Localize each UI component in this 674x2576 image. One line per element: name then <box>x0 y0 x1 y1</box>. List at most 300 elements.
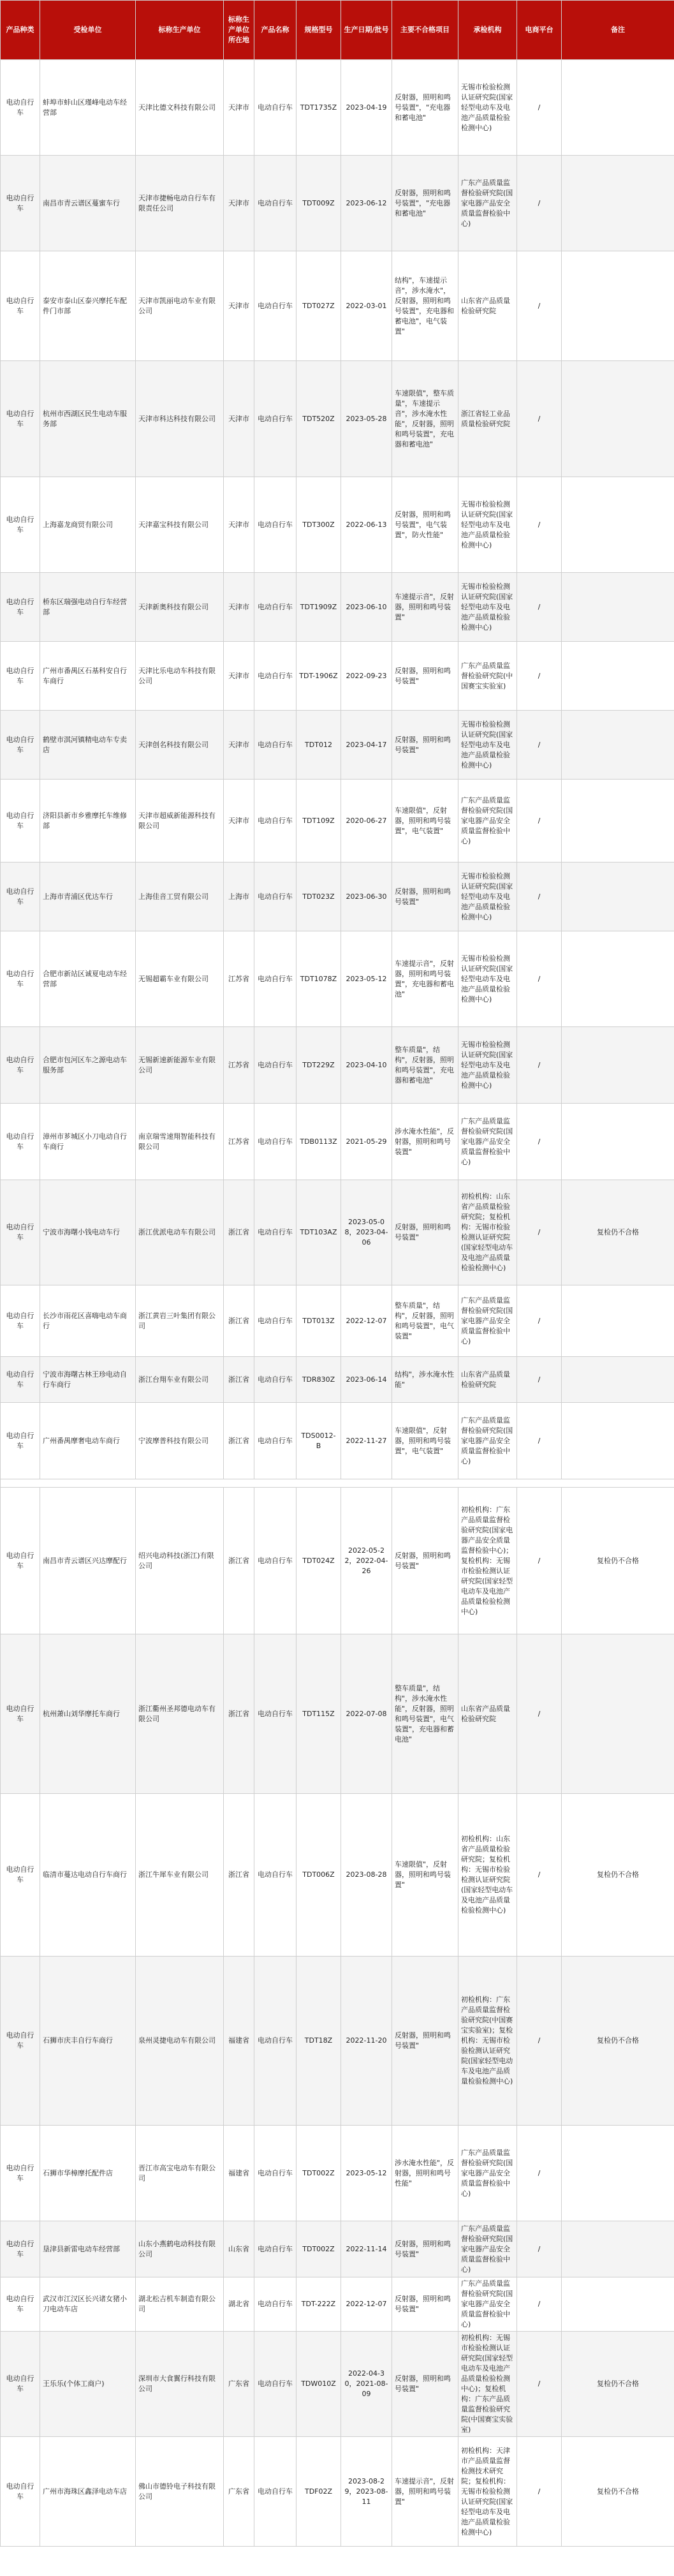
model-cell: TDT023Z <box>297 862 341 931</box>
category-cell: 电动自行车 <box>1 1104 40 1180</box>
date-cell: 2022-04-30，2021-08-09 <box>341 2332 392 2437</box>
note-cell <box>562 2277 674 2332</box>
inspected-unit-cell: 泰安市泰山区泰兴摩托车配件门市部 <box>40 251 136 361</box>
col-header-lab: 承检机构 <box>458 1 517 60</box>
model-cell: TDT229Z <box>297 1027 341 1104</box>
location-cell: 天津市 <box>224 780 254 862</box>
model-cell: TDT013Z <box>297 1285 341 1357</box>
note-cell <box>562 251 674 361</box>
inspected-unit-cell: 石狮市庆丰自行车商行 <box>40 1957 136 2126</box>
table-row <box>1 251 674 361</box>
inspected-unit-cell: 上海嘉龙商贸有限公司 <box>40 477 136 573</box>
product-name-cell: 电动自行车 <box>254 156 297 251</box>
model-cell: TDT300Z <box>297 477 341 573</box>
model-cell: TDT1909Z <box>297 573 341 642</box>
failed-items-cell: 车速限值"，反射器，照明和鸣号装置" <box>392 1794 458 1957</box>
model-cell: TDS0012-B <box>297 1403 341 1479</box>
location-cell: 天津市 <box>224 251 254 361</box>
category-cell: 电动自行车 <box>1 1180 40 1285</box>
model-cell: TDT520Z <box>297 361 341 477</box>
table-row <box>1 2277 674 2332</box>
failed-items-cell: 车速提示音"，反射器，照明和鸣号装置" <box>392 573 458 642</box>
failed-items-cell: 反射器，照明和鸣号装置" <box>392 862 458 931</box>
note-cell <box>562 711 674 780</box>
lab-cell: 无锡市检验检测认证研究院(国家轻型电动车及电池产品质量检验检测中心) <box>458 711 517 780</box>
table-row <box>1 642 674 711</box>
model-cell: TDB0113Z <box>297 1104 341 1180</box>
lab-cell: 初检机构：广东产品质量监督检验研究院(中国赛宝实验室)；复检机构：无锡市检验检测认证研究院(国家轻型电动车及电池产品质量检验检测中心) <box>458 1957 517 2126</box>
platform-cell: / <box>517 1488 562 1634</box>
failed-items-cell: 反射器，照明和鸣号装置" <box>392 1180 458 1285</box>
platform-cell: / <box>517 477 562 573</box>
category-cell: 电动自行车 <box>1 1027 40 1104</box>
failed-items-cell: 结构"，涉水淹水性能" <box>392 1357 458 1403</box>
location-cell: 浙江省 <box>224 1488 254 1634</box>
model-cell: TDT006Z <box>297 1794 341 1957</box>
failed-items-cell: 车速限值"，整车质量"，车速提示音"，涉水淹水性能"，反射器，照明和鸣号装置"，充电器和蓄电池" <box>392 361 458 477</box>
inspected-unit-cell: 合肥市包河区车之源电动车服务部 <box>40 1027 136 1104</box>
product-name-cell: 电动自行车 <box>254 1488 297 1634</box>
model-cell: TDT027Z <box>297 251 341 361</box>
location-cell: 浙江省 <box>224 1285 254 1357</box>
platform-cell: / <box>517 1957 562 2126</box>
header-row <box>1 1 674 60</box>
model-cell: TDT1735Z <box>297 60 341 156</box>
note-cell <box>562 1357 674 1403</box>
manufacturer-cell: 泉州灵捷电动车有限公司 <box>136 1957 224 2126</box>
platform-cell: / <box>517 1357 562 1403</box>
product-name-cell: 电动自行车 <box>254 2332 297 2437</box>
category-cell: 电动自行车 <box>1 711 40 780</box>
table-body <box>1 60 674 2547</box>
platform-cell: / <box>517 1794 562 1957</box>
inspected-unit-cell: 南昌市青云谱区蔓蜜车行 <box>40 156 136 251</box>
category-cell: 电动自行车 <box>1 2277 40 2332</box>
lab-cell: 山东省产品质量检验研究院 <box>458 251 517 361</box>
platform-cell: / <box>517 1027 562 1104</box>
platform-cell: / <box>517 2277 562 2332</box>
inspected-unit-cell: 临清市蔓达电动自行车商行 <box>40 1794 136 1957</box>
date-cell: 2021-05-29 <box>341 1104 392 1180</box>
lab-cell: 初检机构：无锡市检验检测认证研究院(国家轻型电动车及电池产品质量检验检测中心)；复检机构：广东产品质量监督检验研究院(中国赛宝实验室) <box>458 2332 517 2437</box>
product-name-cell: 电动自行车 <box>254 60 297 156</box>
table-row <box>1 1634 674 1794</box>
inspected-unit-cell: 漳州市芗城区小刀电动自行车商行 <box>40 1104 136 1180</box>
note-cell: 复检仍不合格 <box>562 2437 674 2547</box>
note-cell <box>562 2221 674 2277</box>
failed-items-cell: 反射器，照明和鸣号装置"，电气装置"，防火性能" <box>392 477 458 573</box>
product-name-cell: 电动自行车 <box>254 642 297 711</box>
product-name-cell: 电动自行车 <box>254 361 297 477</box>
product-name-cell: 电动自行车 <box>254 1285 297 1357</box>
table-row <box>1 573 674 642</box>
failed-items-cell: 反射器，照明和鸣号装置" <box>392 2221 458 2277</box>
category-cell: 电动自行车 <box>1 477 40 573</box>
note-cell <box>562 573 674 642</box>
model-cell: TDT024Z <box>297 1488 341 1634</box>
platform-cell: / <box>517 862 562 931</box>
category-cell: 电动自行车 <box>1 573 40 642</box>
location-cell: 天津市 <box>224 477 254 573</box>
model-cell: TDT009Z <box>297 156 341 251</box>
date-cell: 2022-09-23 <box>341 642 392 711</box>
table-row <box>1 1357 674 1403</box>
model-cell: TDT-1906Z <box>297 642 341 711</box>
lab-cell: 广东产品质量监督检验研究院(国家电器产品安全质量监督检验中心) <box>458 1403 517 1479</box>
model-cell: TDT-222Z <box>297 2277 341 2332</box>
location-cell: 江苏省 <box>224 1104 254 1180</box>
date-cell: 2023-05-08，2023-04-06 <box>341 1180 392 1285</box>
date-cell: 2020-06-27 <box>341 780 392 862</box>
note-cell <box>562 1104 674 1180</box>
product-name-cell: 电动自行车 <box>254 2277 297 2332</box>
category-cell: 电动自行车 <box>1 1357 40 1403</box>
platform-cell: / <box>517 642 562 711</box>
note-cell <box>562 1027 674 1104</box>
col-header-failed-items: 主要不合格项目 <box>392 1 458 60</box>
model-cell: TDT109Z <box>297 780 341 862</box>
table-row <box>1 1180 674 1285</box>
lab-cell: 广东产品质量监督检验研究院(国家电器产品安全质量监督检验中心) <box>458 2221 517 2277</box>
product-name-cell: 电动自行车 <box>254 931 297 1027</box>
product-name-cell: 电动自行车 <box>254 1027 297 1104</box>
date-cell: 2022-11-20 <box>341 1957 392 2126</box>
lab-cell: 广东产品质量监督检验研究院(国家电器产品安全质量监督检验中心) <box>458 780 517 862</box>
location-cell: 天津市 <box>224 361 254 477</box>
table-row <box>1 1957 674 2126</box>
platform-cell: / <box>517 573 562 642</box>
failed-items-cell: 车速提示音"，反射器，照明和鸣号装置" <box>392 2437 458 2547</box>
date-cell: 2023-05-28 <box>341 361 392 477</box>
location-cell: 浙江省 <box>224 1180 254 1285</box>
note-cell <box>562 156 674 251</box>
lab-cell: 无锡市检验检测认证研究院(国家轻型电动车及电池产品质量检验检测中心) <box>458 477 517 573</box>
platform-cell: / <box>517 2126 562 2221</box>
manufacturer-cell: 湖北松吉机车制造有限公司 <box>136 2277 224 2332</box>
location-cell: 天津市 <box>224 156 254 251</box>
date-cell: 2022-06-13 <box>341 477 392 573</box>
table-row <box>1 2126 674 2221</box>
category-cell: 电动自行车 <box>1 1957 40 2126</box>
col-header-location: 标称生产单位所在地 <box>224 1 254 60</box>
note-cell <box>562 931 674 1027</box>
platform-cell: / <box>517 780 562 862</box>
model-cell: TDW010Z <box>297 2332 341 2437</box>
date-cell: 2022-11-14 <box>341 2221 392 2277</box>
date-cell: 2023-04-17 <box>341 711 392 780</box>
inspected-unit-cell: 杭州萧山刘华摩托车商行 <box>40 1634 136 1794</box>
product-name-cell: 电动自行车 <box>254 477 297 573</box>
manufacturer-cell: 浙江台翔车业有限公司 <box>136 1357 224 1403</box>
date-cell: 2023-06-10 <box>341 573 392 642</box>
product-name-cell: 电动自行车 <box>254 1957 297 2126</box>
table-row <box>1 60 674 156</box>
model-cell: TDT103AZ <box>297 1180 341 1285</box>
lab-cell: 广东产品质量监督检验研究院(国家电器产品安全质量监督检验中心) <box>458 1104 517 1180</box>
manufacturer-cell: 天津市超威新能源科技有限公司 <box>136 780 224 862</box>
table-row <box>1 1285 674 1357</box>
category-cell: 电动自行车 <box>1 1634 40 1794</box>
failed-items-cell: 整车质量"，结构"，反射器，照明和鸣号装置"，充电器和蓄电池" <box>392 1027 458 1104</box>
location-cell: 福建省 <box>224 2126 254 2221</box>
failed-items-cell: 反射器，照明和鸣号装置" <box>392 2332 458 2437</box>
failed-items-cell: 结构"，车速提示音"，涉水淹水"，反射器，照明和鸣号装置"，充电器和蓄电池"，电气装置" <box>392 251 458 361</box>
product-name-cell: 电动自行车 <box>254 2126 297 2221</box>
date-cell: 2023-05-12 <box>341 2126 392 2221</box>
location-cell: 天津市 <box>224 573 254 642</box>
failed-items-cell: 反射器，照明和鸣号装置"，"充电器和蓄电池" <box>392 60 458 156</box>
note-cell <box>562 1285 674 1357</box>
date-cell: 2023-06-12 <box>341 156 392 251</box>
manufacturer-cell: 天津市捷畅电动自行车有限责任公司 <box>136 156 224 251</box>
inspected-unit-cell: 南昌市青云谱区兴达摩配行 <box>40 1488 136 1634</box>
table-row <box>1 1794 674 1957</box>
date-cell: 2023-04-10 <box>341 1027 392 1104</box>
product-name-cell: 电动自行车 <box>254 1403 297 1479</box>
failed-items-cell: 反射器，照明和鸣号装置" <box>392 642 458 711</box>
category-cell: 电动自行车 <box>1 1794 40 1957</box>
note-cell: 复检仍不合格 <box>562 1794 674 1957</box>
failed-items-cell: 反射器，照明和鸣号装置" <box>392 711 458 780</box>
location-cell: 广东省 <box>224 2437 254 2547</box>
table-row <box>1 2437 674 2547</box>
note-cell <box>562 1634 674 1794</box>
inspected-unit-cell: 石狮市华樟摩托配件店 <box>40 2126 136 2221</box>
platform-cell: / <box>517 251 562 361</box>
failed-items-cell: 反射器，照明和鸣号装置" <box>392 1957 458 2126</box>
category-cell: 电动自行车 <box>1 642 40 711</box>
inspected-unit-cell: 垦津县新雷电动车经营部 <box>40 2221 136 2277</box>
product-name-cell: 电动自行车 <box>254 1794 297 1957</box>
lab-cell: 初检机构：山东省产品质量检验研究院；复检机构：无锡市检验检测认证研究院(国家轻型电动车及电池产品质量检验检测中心) <box>458 1180 517 1285</box>
lab-cell: 初检机构：广东产品质量监督检验研究院(国家电器产品安全质量监督检验中心)；复检机构：无锡市检验检测认证研究院(国家轻型电动车及电池产品质量检验检测中心) <box>458 1488 517 1634</box>
manufacturer-cell: 浙江牛犀车业有限公司 <box>136 1794 224 1957</box>
location-cell: 山东省 <box>224 2221 254 2277</box>
lab-cell: 广东产品质量监督检验研究院(国家电器产品安全质量监督检验中心) <box>458 1285 517 1357</box>
category-cell: 电动自行车 <box>1 1488 40 1634</box>
platform-cell: / <box>517 1285 562 1357</box>
table-row <box>1 1027 674 1104</box>
lab-cell: 广东产品质量监督检验研究院(国家电器产品安全质量监督检验中心) <box>458 156 517 251</box>
manufacturer-cell: 天津市凯丽电动车业有限公司 <box>136 251 224 361</box>
category-cell: 电动自行车 <box>1 862 40 931</box>
note-cell <box>562 1403 674 1479</box>
platform-cell: / <box>517 156 562 251</box>
note-cell <box>562 780 674 862</box>
model-cell: TDT012 <box>297 711 341 780</box>
table-row <box>1 1403 674 1479</box>
model-cell: TDF02Z <box>297 2437 341 2547</box>
lab-cell: 无锡市检验检测认证研究院(国家轻型电动车及电池产品质量检验检测中心) <box>458 60 517 156</box>
note-cell <box>562 862 674 931</box>
manufacturer-cell: 天津比乐电动车科技有限公司 <box>136 642 224 711</box>
location-cell: 湖北省 <box>224 2277 254 2332</box>
product-name-cell: 电动自行车 <box>254 862 297 931</box>
inspected-unit-cell: 杭州市西湖区民生电动车服务部 <box>40 361 136 477</box>
failed-items-cell: 涉水淹水性能"，反射器，照明和鸣号装置" <box>392 1104 458 1180</box>
inspected-unit-cell: 广州市番禺区石基科安自行车商行 <box>40 642 136 711</box>
failed-items-cell: 反射器，照明和鸣号装置"，"充电器和蓄电池" <box>392 156 458 251</box>
platform-cell: / <box>517 1180 562 1285</box>
location-cell: 浙江省 <box>224 1634 254 1794</box>
table-row <box>1 2332 674 2437</box>
inspected-unit-cell: 蚌埠市蚌山区瑾峰电动车经营部 <box>40 60 136 156</box>
category-cell: 电动自行车 <box>1 1285 40 1357</box>
platform-cell: / <box>517 361 562 477</box>
model-cell: TDT002Z <box>297 2126 341 2221</box>
date-cell: 2023-04-19 <box>341 60 392 156</box>
table-row <box>1 2221 674 2277</box>
failed-items-cell: 整车质量"，结构"，反射器，照明和鸣号装置"，电气装置" <box>392 1285 458 1357</box>
failed-items-cell: 反射器，照明和鸣号装置" <box>392 1488 458 1634</box>
lab-cell: 广东产品质量监督检验研究院(国家电器产品安全质量监督检验中心) <box>458 2277 517 2332</box>
lab-cell: 广东产品质量监督检验研究院(国家电器产品安全质量监督检验中心) <box>458 2126 517 2221</box>
date-cell: 2022-12-07 <box>341 2277 392 2332</box>
col-header-product-name: 产品名称 <box>254 1 297 60</box>
location-cell: 广东省 <box>224 2332 254 2437</box>
platform-cell: / <box>517 2221 562 2277</box>
lab-cell: 广东产品质量监督检验研究院(中国赛宝实验室) <box>458 642 517 711</box>
col-header-inspected-unit: 受检单位 <box>40 1 136 60</box>
manufacturer-cell: 宁波摩普科技有限公司 <box>136 1403 224 1479</box>
location-cell: 江苏省 <box>224 931 254 1027</box>
model-cell: TDT1078Z <box>297 931 341 1027</box>
lab-cell: 无锡市检验检测认证研究院(国家轻型电动车及电池产品质量检验检测中心) <box>458 573 517 642</box>
inspected-unit-cell: 宁波市海曙古林王珍电动自行车商行 <box>40 1357 136 1403</box>
manufacturer-cell: 浙江黄岩三叶集团有限公司 <box>136 1285 224 1357</box>
model-cell: TDT002Z <box>297 2221 341 2277</box>
inspected-unit-cell: 宁波市海曙小钱电动车行 <box>40 1180 136 1285</box>
manufacturer-cell: 深圳市大食翼行科技有限公司 <box>136 2332 224 2437</box>
date-cell: 2023-08-28 <box>341 1794 392 1957</box>
product-name-cell: 电动自行车 <box>254 711 297 780</box>
manufacturer-cell: 绍兴电动科技(浙江)有限公司 <box>136 1488 224 1634</box>
manufacturer-cell: 无锡新速新能源车业有限公司 <box>136 1027 224 1104</box>
location-cell: 浙江省 <box>224 1794 254 1957</box>
category-cell: 电动自行车 <box>1 361 40 477</box>
manufacturer-cell: 天津嘉宝科技有限公司 <box>136 477 224 573</box>
product-name-cell: 电动自行车 <box>254 1180 297 1285</box>
failed-items-cell: 涉水淹水性能"，反射器，照明和鸣号性能" <box>392 2126 458 2221</box>
platform-cell: / <box>517 711 562 780</box>
date-cell: 2022-05-22，2022-04-26 <box>341 1488 392 1634</box>
table-row <box>1 862 674 931</box>
inspected-unit-cell: 广州番禺摩奢电动车商行 <box>40 1403 136 1479</box>
date-cell: 2022-07-08 <box>341 1634 392 1794</box>
category-cell: 电动自行车 <box>1 1403 40 1479</box>
manufacturer-cell: 佛山市德铃电子科技有限公司 <box>136 2437 224 2547</box>
note-cell <box>562 477 674 573</box>
platform-cell: / <box>517 1104 562 1180</box>
platform-cell: / <box>517 2332 562 2437</box>
lab-cell: 浙江省轻工业品质量检验研究院 <box>458 361 517 477</box>
model-cell: TDR830Z <box>297 1357 341 1403</box>
date-cell: 2022-11-27 <box>341 1403 392 1479</box>
note-cell <box>562 642 674 711</box>
category-cell: 电动自行车 <box>1 2437 40 2547</box>
failed-items-cell: 车速提示音"，反射器，照明和鸣号装置"，充电器和蓄电池" <box>392 931 458 1027</box>
inspected-unit-cell: 王乐乐(个体工商户) <box>40 2332 136 2437</box>
manufacturer-cell: 上海佳音工贸有限公司 <box>136 862 224 931</box>
manufacturer-cell: 南京瑞雪速翔智能科技有限公司 <box>136 1104 224 1180</box>
product-name-cell: 电动自行车 <box>254 573 297 642</box>
lab-cell: 无锡市检验检测认证研究院(国家轻型电动车及电池产品质量检验检测中心) <box>458 931 517 1027</box>
manufacturer-cell: 天津新奥科技有限公司 <box>136 573 224 642</box>
date-cell: 2023-06-30 <box>341 862 392 931</box>
lab-cell: 初检机构：天津市产品质量监督检测技术研究院；复检机构：无锡市检验检测认证研究院(国家轻型电动车及电池产品质量检验检测中心) <box>458 2437 517 2547</box>
category-cell: 电动自行车 <box>1 2332 40 2437</box>
inspected-unit-cell: 桥东区瑞强电动自行车经营部 <box>40 573 136 642</box>
note-cell: 复检仍不合格 <box>562 2332 674 2437</box>
model-cell: TDT18Z <box>297 1957 341 2126</box>
category-cell: 电动自行车 <box>1 60 40 156</box>
col-header-date: 生产日期/批号 <box>341 1 392 60</box>
product-name-cell: 电动自行车 <box>254 2437 297 2547</box>
failed-items-cell: 车速限值"，反射器，照明和鸣号装置"，电气装置" <box>392 1403 458 1479</box>
date-cell: 2022-12-07 <box>341 1285 392 1357</box>
note-cell <box>562 60 674 156</box>
product-name-cell: 电动自行车 <box>254 1104 297 1180</box>
category-cell: 电动自行车 <box>1 931 40 1027</box>
note-cell: 复检仍不合格 <box>562 1180 674 1285</box>
manufacturer-cell: 浙江优派电动车有限公司 <box>136 1180 224 1285</box>
location-cell: 天津市 <box>224 642 254 711</box>
category-cell: 电动自行车 <box>1 2126 40 2221</box>
category-cell: 电动自行车 <box>1 156 40 251</box>
note-cell <box>562 361 674 477</box>
manufacturer-cell: 天津比德文科技有限公司 <box>136 60 224 156</box>
location-cell: 浙江省 <box>224 1403 254 1479</box>
location-cell: 江苏省 <box>224 1027 254 1104</box>
inspected-unit-cell: 长沙市雨花区喜嗨电动车商行 <box>40 1285 136 1357</box>
date-cell: 2023-06-14 <box>341 1357 392 1403</box>
date-cell: 2023-05-12 <box>341 931 392 1027</box>
location-cell: 浙江省 <box>224 1357 254 1403</box>
failed-items-cell: 整车质量"，结构"，涉水淹水性能"，反射器，照明和鸣号装置"，电气装置"，充电器和蓄电池" <box>392 1634 458 1794</box>
inspected-unit-cell: 合肥市新站区诚夏电动车经营部 <box>40 931 136 1027</box>
manufacturer-cell: 晋江市高宝电动车有限公司 <box>136 2126 224 2221</box>
date-cell: 2023-08-29，2023-08-11 <box>341 2437 392 2547</box>
inspected-unit-cell: 广州市海珠区鑫泽电动车店 <box>40 2437 136 2547</box>
category-cell: 电动自行车 <box>1 2221 40 2277</box>
note-cell <box>562 2126 674 2221</box>
note-cell: 复检仍不合格 <box>562 1957 674 2126</box>
col-header-manufacturer: 标称生产单位 <box>136 1 224 60</box>
table-row <box>1 931 674 1027</box>
lab-cell: 无锡市检验检测认证研究院(国家轻型电动车及电池产品质量检验检测中心) <box>458 862 517 931</box>
lab-cell: 初检机构：山东省产品质量检验研究院；复检机构：无锡市检验检测认证研究院(国家轻型电动车及电池产品质量检验检测中心) <box>458 1794 517 1957</box>
manufacturer-cell: 天津市科达科技有限公司 <box>136 361 224 477</box>
col-header-platform: 电商平台 <box>517 1 562 60</box>
manufacturer-cell: 天津创名科技有限公司 <box>136 711 224 780</box>
platform-cell: / <box>517 2437 562 2547</box>
platform-cell: / <box>517 931 562 1027</box>
table-row <box>1 477 674 573</box>
col-header-category: 产品种类 <box>1 1 40 60</box>
inspected-unit-cell: 济阳县新市乡雅摩托车维修部 <box>40 780 136 862</box>
location-cell: 天津市 <box>224 60 254 156</box>
table-row <box>1 1488 674 1634</box>
inspected-unit-cell: 武汉市江汉区长兴诸女猪小刀电动车店 <box>40 2277 136 2332</box>
note-cell: 复检仍不合格 <box>562 1488 674 1634</box>
failed-items-cell: 反射器，照明和鸣号装置" <box>392 2277 458 2332</box>
inspected-unit-cell: 上海市青浦区优达车行 <box>40 862 136 931</box>
platform-cell: / <box>517 1634 562 1794</box>
platform-cell: / <box>517 60 562 156</box>
product-name-cell: 电动自行车 <box>254 2221 297 2277</box>
date-cell: 2022-03-01 <box>341 251 392 361</box>
platform-cell: / <box>517 1403 562 1479</box>
